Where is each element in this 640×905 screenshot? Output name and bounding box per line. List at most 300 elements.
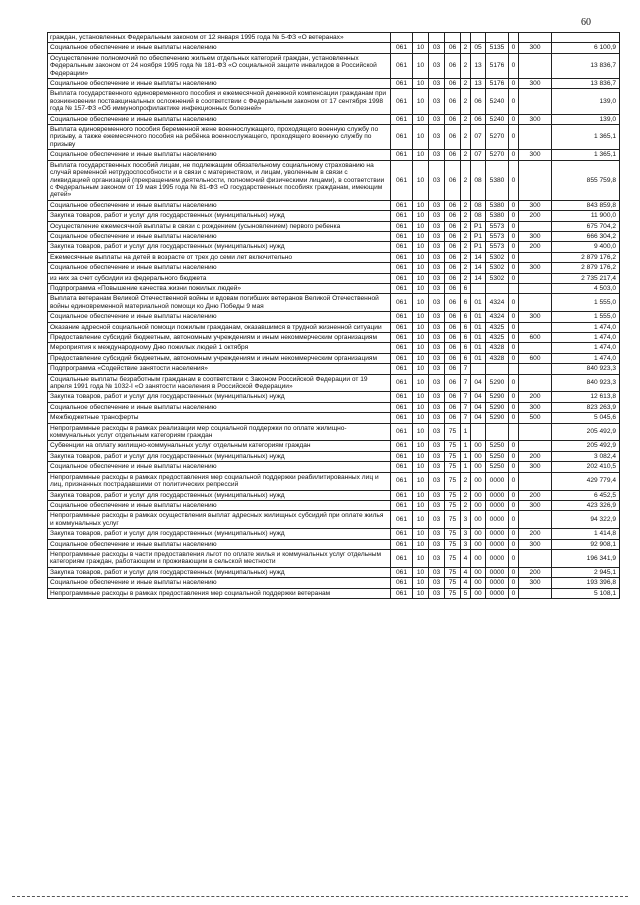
program-cell: 06: [445, 221, 461, 231]
amount-cell: 94 322,9: [552, 511, 620, 529]
admin-code-cell: 061: [391, 263, 413, 273]
item-name-cell: Социальное обеспечение и иные выплаты населению: [48, 79, 391, 89]
program-cell: 06: [445, 353, 461, 363]
subprogram-cell: 2: [461, 79, 471, 89]
expense-type-cell: 600: [519, 333, 552, 343]
expense-code-cell: 5240: [486, 89, 509, 114]
section-cell: 10: [413, 53, 429, 78]
admin-code-cell: 061: [391, 242, 413, 252]
amount-cell: 675 704,2: [552, 221, 620, 231]
admin-code-cell: 061: [391, 462, 413, 472]
admin-code-cell: 061: [391, 374, 413, 392]
code-suffix-cell: 0: [509, 125, 519, 150]
subsection-cell: 03: [429, 578, 445, 588]
subprogram-cell: 3: [461, 539, 471, 549]
expense-type-cell: [519, 441, 552, 451]
subsection-cell: 03: [429, 374, 445, 392]
subsection-cell: 03: [429, 273, 445, 283]
table-row: [48, 294, 620, 312]
expense-type-cell: [519, 343, 552, 353]
code-suffix-cell: [509, 33, 519, 43]
expense-type-cell: 300: [519, 231, 552, 241]
section-cell: 10: [413, 343, 429, 353]
program-cell: 06: [445, 242, 461, 252]
expense-code-cell: [486, 283, 509, 293]
amount-cell: 6 100,9: [552, 43, 620, 53]
expense-type-cell: 300: [519, 539, 552, 549]
section-cell: 10: [413, 413, 429, 423]
admin-code-cell: 061: [391, 252, 413, 262]
amount-cell: 2 945,1: [552, 567, 620, 577]
direction-cell: 04: [471, 402, 486, 412]
expense-type-cell: 200: [519, 567, 552, 577]
code-suffix-cell: 0: [509, 114, 519, 124]
expense-type-cell: 300: [519, 312, 552, 322]
item-name-cell: Непрограммные расходы в части предоставления льгот по оплате жилья и коммунальных услуг отдельным категориям граждан, работающим и проживающим в сельской местности: [48, 549, 391, 567]
subsection-cell: 03: [429, 231, 445, 241]
subsection-cell: 03: [429, 252, 445, 262]
subsection-cell: 03: [429, 588, 445, 598]
bottom-divider: [12, 896, 628, 897]
section-cell: 10: [413, 472, 429, 490]
expense-code-cell: 5290: [486, 392, 509, 402]
direction-cell: 01: [471, 312, 486, 322]
expense-code-cell: 5270: [486, 125, 509, 150]
admin-code-cell: 061: [391, 364, 413, 374]
amount-cell: 1 474,0: [552, 333, 620, 343]
table-row: [48, 490, 620, 500]
direction-cell: 00: [471, 472, 486, 490]
subsection-cell: 03: [429, 263, 445, 273]
admin-code-cell: 061: [391, 89, 413, 114]
admin-code-cell: 061: [391, 150, 413, 160]
item-name-cell: Социальное обеспечение и иные выплаты населению: [48, 231, 391, 241]
code-suffix-cell: 0: [509, 451, 519, 461]
item-name-cell: Закупка товаров, работ и услуг для государственных (муниципальных) нужд: [48, 392, 391, 402]
program-cell: 06: [445, 312, 461, 322]
admin-code-cell: 061: [391, 490, 413, 500]
subsection-cell: 03: [429, 312, 445, 322]
expense-type-cell: 200: [519, 490, 552, 500]
amount-cell: 429 779,4: [552, 472, 620, 490]
code-suffix-cell: 0: [509, 200, 519, 210]
program-cell: 06: [445, 53, 461, 78]
subprogram-cell: 2: [461, 472, 471, 490]
expense-code-cell: 5135: [486, 43, 509, 53]
admin-code-cell: 061: [391, 294, 413, 312]
program-cell: 75: [445, 539, 461, 549]
section-cell: 10: [413, 150, 429, 160]
amount-cell: 1 555,0: [552, 294, 620, 312]
item-name-cell: Социальные выплаты безработным гражданам в соответствии с Законом Российской Федерации от 19 апреля 1991 года № 1032-I «О занятости населения в Российской Федерации»: [48, 374, 391, 392]
amount-cell: 205 492,9: [552, 441, 620, 451]
item-name-cell: Закупка товаров, работ и услуг для государственных (муниципальных) нужд: [48, 451, 391, 461]
amount-cell: 1 474,0: [552, 353, 620, 363]
amount-cell: 205 492,9: [552, 423, 620, 441]
subprogram-cell: [461, 33, 471, 43]
table-row: [48, 472, 620, 490]
program-cell: 06: [445, 89, 461, 114]
admin-code-cell: 061: [391, 200, 413, 210]
admin-code-cell: 061: [391, 392, 413, 402]
expense-code-cell: 5250: [486, 462, 509, 472]
expense-code-cell: 5250: [486, 441, 509, 451]
subprogram-cell: 2: [461, 242, 471, 252]
table-row: [48, 343, 620, 353]
expense-type-cell: 200: [519, 529, 552, 539]
amount-cell: 2 879 176,2: [552, 252, 620, 262]
subprogram-cell: 2: [461, 500, 471, 510]
table-row: [48, 441, 620, 451]
expense-type-cell: 300: [519, 79, 552, 89]
table-row: [48, 89, 620, 114]
subprogram-cell: 5: [461, 588, 471, 598]
direction-cell: [471, 364, 486, 374]
direction-cell: 00: [471, 441, 486, 451]
section-cell: 10: [413, 392, 429, 402]
subprogram-cell: 1: [461, 462, 471, 472]
subprogram-cell: 2: [461, 252, 471, 262]
expense-type-cell: [519, 221, 552, 231]
item-name-cell: Субвенции на оплату жилищно-коммунальных услуг отдельным категориям граждан: [48, 441, 391, 451]
expense-code-cell: 5302: [486, 273, 509, 283]
program-cell: 06: [445, 150, 461, 160]
expense-code-cell: 5573: [486, 242, 509, 252]
subprogram-cell: 2: [461, 200, 471, 210]
code-suffix-cell: 0: [509, 273, 519, 283]
amount-cell: 840 923,3: [552, 374, 620, 392]
subsection-cell: 03: [429, 221, 445, 231]
admin-code-cell: 061: [391, 114, 413, 124]
expense-type-cell: [519, 322, 552, 332]
code-suffix-cell: 0: [509, 231, 519, 241]
program-cell: 75: [445, 423, 461, 441]
subsection-cell: 03: [429, 462, 445, 472]
subsection-cell: 03: [429, 441, 445, 451]
code-suffix-cell: 0: [509, 294, 519, 312]
direction-cell: 01: [471, 322, 486, 332]
item-name-cell: Оказание адресной социальной помощи пожилым гражданам, оказавшимся в трудной жизненной ситуации: [48, 322, 391, 332]
item-name-cell: Закупка товаров, работ и услуг для государственных (муниципальных) нужд: [48, 490, 391, 500]
subprogram-cell: 1: [461, 441, 471, 451]
expense-code-cell: 5380: [486, 200, 509, 210]
table-row: [48, 511, 620, 529]
subsection-cell: 03: [429, 392, 445, 402]
admin-code-cell: 061: [391, 472, 413, 490]
table-row: [48, 353, 620, 363]
section-cell: 10: [413, 402, 429, 412]
admin-code-cell: 061: [391, 231, 413, 241]
table-row: [48, 333, 620, 343]
item-name-cell: Непрограммные расходы в рамках реализации мер социальной поддержки по оплате жилищно-коммунальных услуг отдельным категориям граждан: [48, 423, 391, 441]
expense-type-cell: [519, 53, 552, 78]
amount-cell: 2 735 217,4: [552, 273, 620, 283]
section-cell: 10: [413, 511, 429, 529]
section-cell: 10: [413, 283, 429, 293]
expense-type-cell: [519, 549, 552, 567]
subprogram-cell: 4: [461, 578, 471, 588]
section-cell: 10: [413, 462, 429, 472]
direction-cell: 04: [471, 413, 486, 423]
expense-type-cell: [519, 374, 552, 392]
program-cell: 06: [445, 125, 461, 150]
subprogram-cell: 2: [461, 114, 471, 124]
program-cell: 06: [445, 263, 461, 273]
expense-type-cell: [519, 252, 552, 262]
admin-code-cell: 061: [391, 221, 413, 231]
code-suffix-cell: 0: [509, 549, 519, 567]
section-cell: 10: [413, 374, 429, 392]
admin-code-cell: 061: [391, 588, 413, 598]
table-row: [48, 200, 620, 210]
expense-code-cell: 5240: [486, 114, 509, 124]
expense-type-cell: 300: [519, 263, 552, 273]
direction-cell: 06: [471, 114, 486, 124]
subsection-cell: 03: [429, 333, 445, 343]
amount-cell: 9 400,0: [552, 242, 620, 252]
admin-code-cell: 061: [391, 441, 413, 451]
admin-code-cell: 061: [391, 567, 413, 577]
amount-cell: 11 900,0: [552, 211, 620, 221]
program-cell: 06: [445, 364, 461, 374]
table-row: [48, 114, 620, 124]
item-name-cell: Социальное обеспечение и иные выплаты населению: [48, 200, 391, 210]
expense-code-cell: 5380: [486, 211, 509, 221]
code-suffix-cell: 0: [509, 462, 519, 472]
direction-cell: 14: [471, 263, 486, 273]
program-cell: [445, 33, 461, 43]
direction-cell: 00: [471, 549, 486, 567]
subsection-cell: 03: [429, 511, 445, 529]
subprogram-cell: 2: [461, 89, 471, 114]
expense-type-cell: [519, 588, 552, 598]
subprogram-cell: 2: [461, 53, 471, 78]
expense-type-cell: 300: [519, 114, 552, 124]
program-cell: 06: [445, 114, 461, 124]
subsection-cell: 03: [429, 539, 445, 549]
expense-type-cell: 300: [519, 200, 552, 210]
table-row: [48, 578, 620, 588]
amount-cell: 1 474,0: [552, 322, 620, 332]
table-row: [48, 125, 620, 150]
expense-type-cell: 200: [519, 242, 552, 252]
budget-table: [47, 32, 620, 599]
admin-code-cell: 061: [391, 402, 413, 412]
table-row: [48, 567, 620, 577]
item-name-cell: Подпрограмма «Содействие занятости населения»: [48, 364, 391, 374]
table-row: [48, 413, 620, 423]
subsection-cell: 03: [429, 43, 445, 53]
section-cell: 10: [413, 263, 429, 273]
program-cell: 06: [445, 252, 461, 262]
subprogram-cell: 7: [461, 364, 471, 374]
section-cell: [413, 33, 429, 43]
program-cell: 06: [445, 79, 461, 89]
subprogram-cell: 2: [461, 43, 471, 53]
code-suffix-cell: 0: [509, 392, 519, 402]
subsection-cell: 03: [429, 500, 445, 510]
admin-code-cell: 061: [391, 578, 413, 588]
direction-cell: 00: [471, 511, 486, 529]
code-suffix-cell: 0: [509, 150, 519, 160]
subsection-cell: 03: [429, 364, 445, 374]
direction-cell: 01: [471, 343, 486, 353]
subsection-cell: 03: [429, 89, 445, 114]
admin-code-cell: 061: [391, 451, 413, 461]
item-name-cell: Закупка товаров, работ и услуг для государственных (муниципальных) нужд: [48, 529, 391, 539]
item-name-cell: Социальное обеспечение и иные выплаты населению: [48, 539, 391, 549]
item-name-cell: Социальное обеспечение и иные выплаты населению: [48, 312, 391, 322]
admin-code-cell: 061: [391, 273, 413, 283]
program-cell: 06: [445, 43, 461, 53]
item-name-cell: Закупка товаров, работ и услуг для государственных (муниципальных) нужд: [48, 211, 391, 221]
section-cell: 10: [413, 312, 429, 322]
subsection-cell: 03: [429, 53, 445, 78]
page-number: 60: [581, 17, 591, 28]
subprogram-cell: 2: [461, 273, 471, 283]
subprogram-cell: 2: [461, 221, 471, 231]
amount-cell: 5 108,1: [552, 588, 620, 598]
amount-cell: 823 263,9: [552, 402, 620, 412]
expense-code-cell: 5290: [486, 413, 509, 423]
admin-code-cell: 061: [391, 43, 413, 53]
item-name-cell: Предоставление субсидий бюджетным, автономным учреждениям и иным некоммерческим организациям: [48, 333, 391, 343]
direction-cell: 00: [471, 462, 486, 472]
table-row: [48, 539, 620, 549]
code-suffix-cell: 0: [509, 252, 519, 262]
section-cell: 10: [413, 567, 429, 577]
subsection-cell: 03: [429, 294, 445, 312]
code-suffix-cell: [509, 283, 519, 293]
table-row: [48, 43, 620, 53]
direction-cell: P1: [471, 231, 486, 241]
direction-cell: 13: [471, 79, 486, 89]
section-cell: 10: [413, 451, 429, 461]
subsection-cell: 03: [429, 343, 445, 353]
program-cell: 06: [445, 322, 461, 332]
section-cell: 10: [413, 578, 429, 588]
item-name-cell: Непрограммные расходы в рамках предоставления мер социальной поддержки реабилитированных лиц и лиц, признанных пострадавшими от политических репрессий: [48, 472, 391, 490]
code-suffix-cell: 0: [509, 242, 519, 252]
expense-code-cell: 4324: [486, 312, 509, 322]
program-cell: 75: [445, 578, 461, 588]
direction-cell: 00: [471, 578, 486, 588]
code-suffix-cell: 0: [509, 312, 519, 322]
expense-code-cell: [486, 423, 509, 441]
section-cell: 10: [413, 160, 429, 200]
section-cell: 10: [413, 588, 429, 598]
program-cell: 75: [445, 451, 461, 461]
expense-code-cell: 5573: [486, 221, 509, 231]
expense-code-cell: [486, 364, 509, 374]
table-row: [48, 312, 620, 322]
program-cell: 75: [445, 567, 461, 577]
direction-cell: 01: [471, 294, 486, 312]
direction-cell: [471, 283, 486, 293]
subsection-cell: 03: [429, 125, 445, 150]
subsection-cell: 03: [429, 353, 445, 363]
amount-cell: 843 859,8: [552, 200, 620, 210]
table-row: [48, 150, 620, 160]
item-name-cell: Ежемесячные выплаты на детей в возрасте от трех до семи лет включительно: [48, 252, 391, 262]
admin-code-cell: 061: [391, 511, 413, 529]
direction-cell: 00: [471, 500, 486, 510]
expense-type-cell: 200: [519, 392, 552, 402]
expense-type-cell: 200: [519, 211, 552, 221]
item-name-cell: Выплата ветеранам Великой Отечественной войны и вдовам погибших ветеранов Великой Отечественной войны единовременной материальной помощи ко Дню Победы 9 мая: [48, 294, 391, 312]
direction-cell: 01: [471, 333, 486, 343]
subprogram-cell: 2: [461, 125, 471, 150]
subprogram-cell: 2: [461, 490, 471, 500]
expense-code-cell: 0000: [486, 588, 509, 598]
program-cell: 75: [445, 462, 461, 472]
item-name-cell: Социальное обеспечение и иные выплаты населению: [48, 500, 391, 510]
expense-type-cell: [519, 364, 552, 374]
table-row: [48, 392, 620, 402]
expense-code-cell: 4328: [486, 353, 509, 363]
program-cell: 75: [445, 472, 461, 490]
admin-code-cell: 061: [391, 343, 413, 353]
code-suffix-cell: 0: [509, 413, 519, 423]
expense-type-cell: [519, 294, 552, 312]
amount-cell: 1 555,0: [552, 312, 620, 322]
program-cell: 75: [445, 529, 461, 539]
item-name-cell: Социальное обеспечение и иные выплаты населению: [48, 462, 391, 472]
section-cell: 10: [413, 125, 429, 150]
item-name-cell: Непрограммные расходы в рамках предоставления мер социальной поддержки ветеранам: [48, 588, 391, 598]
program-cell: 06: [445, 392, 461, 402]
direction-cell: 04: [471, 392, 486, 402]
section-cell: 10: [413, 529, 429, 539]
direction-cell: 08: [471, 200, 486, 210]
item-name-cell: Закупка товаров, работ и услуг для государственных (муниципальных) нужд: [48, 242, 391, 252]
direction-cell: [471, 423, 486, 441]
expense-code-cell: 4328: [486, 343, 509, 353]
expense-type-cell: [519, 423, 552, 441]
program-cell: 75: [445, 511, 461, 529]
code-suffix-cell: 0: [509, 588, 519, 598]
expense-code-cell: 4325: [486, 333, 509, 343]
expense-code-cell: 0000: [486, 539, 509, 549]
item-name-cell: Предоставление субсидий бюджетным, автономным учреждениям и иным некоммерческим организациям: [48, 353, 391, 363]
subsection-cell: 03: [429, 567, 445, 577]
item-name-cell: граждан, установленных Федеральным законом от 12 января 1995 года № 5-ФЗ «О ветеранах»: [48, 33, 391, 43]
subsection-cell: 03: [429, 160, 445, 200]
amount-cell: 4 503,0: [552, 283, 620, 293]
subsection-cell: 03: [429, 402, 445, 412]
table-row: [48, 79, 620, 89]
expense-type-cell: 500: [519, 413, 552, 423]
expense-type-cell: [519, 283, 552, 293]
subsection-cell: 03: [429, 451, 445, 461]
subsection-cell: 03: [429, 79, 445, 89]
code-suffix-cell: 0: [509, 441, 519, 451]
amount-cell: 1 474,0: [552, 343, 620, 353]
expense-code-cell: 0000: [486, 529, 509, 539]
code-suffix-cell: [509, 364, 519, 374]
subsection-cell: 03: [429, 200, 445, 210]
expense-code-cell: 5176: [486, 53, 509, 78]
code-suffix-cell: 0: [509, 402, 519, 412]
amount-cell: 1 365,1: [552, 125, 620, 150]
section-cell: 10: [413, 333, 429, 343]
expense-code-cell: 5380: [486, 160, 509, 200]
subprogram-cell: 7: [461, 374, 471, 392]
subsection-cell: 03: [429, 413, 445, 423]
amount-cell: 196 341,9: [552, 549, 620, 567]
table-row: [48, 451, 620, 461]
expense-type-cell: [519, 125, 552, 150]
